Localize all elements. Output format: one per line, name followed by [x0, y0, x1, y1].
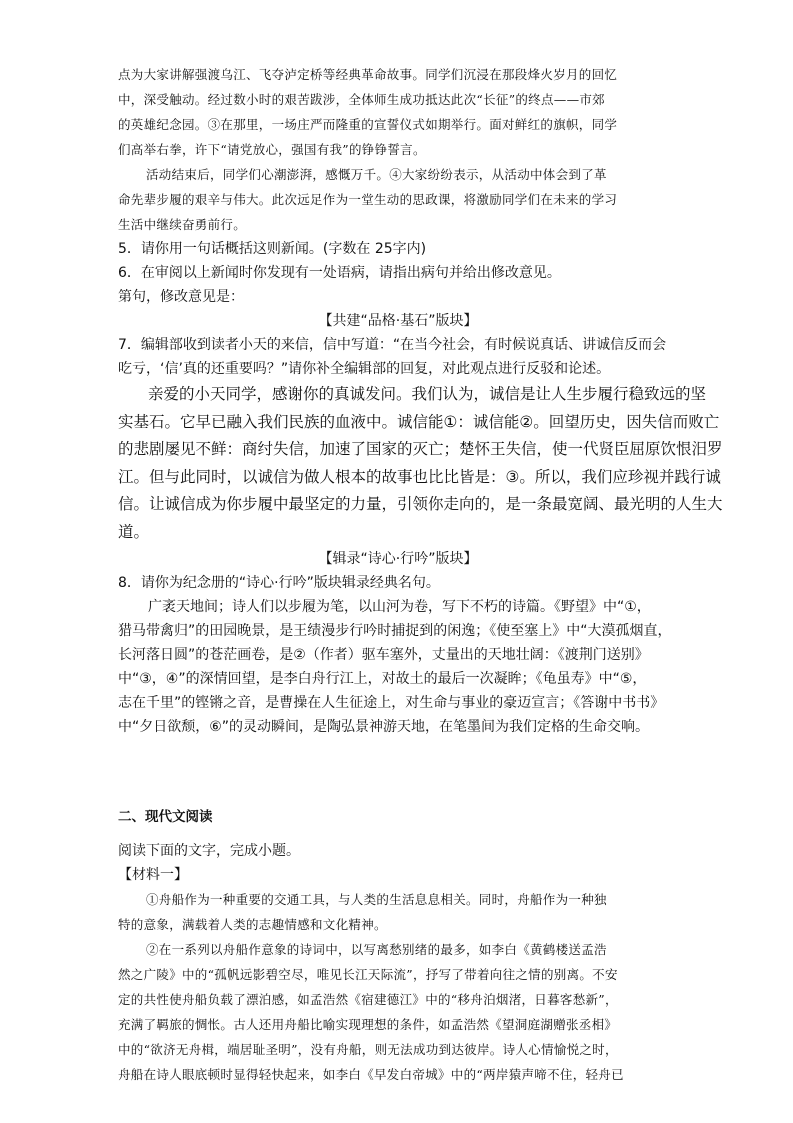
- question-8: 8．请你为纪念册的“诗心·行吟”版块辑录经典名句。: [118, 574, 440, 591]
- reading-instruction: 阅读下面的文字，完成小题。: [118, 842, 300, 859]
- poem-line: 中“夕日欲颓，⑥”的灵动瞬间，是陶弘景神游天地，在笔墨间为我们定格的生命交响。: [118, 718, 650, 735]
- material-line: ①舟船作为一种重要的交通工具，与人类的生活息息相关。同时，舟船作为一种独: [146, 891, 607, 907]
- material-line: 定的共性使舟船负载了漂泊感，如孟浩然《宿建德江》中的“移舟泊烟渚，日暮客愁新”，: [118, 991, 618, 1007]
- document-page: [118, 62, 723, 1087]
- news-line: 们高举右拳，许下“请党放心，强国有我”的铮铮誓言。: [118, 142, 426, 157]
- poem-line: 猎马带禽归”的田园晚景，是王绩漫步行吟时捕捉到的闲逸；《使至塞上》中“大漠孤烟直，: [118, 622, 672, 639]
- news-line: 点为大家讲解强渡乌江、飞夺泸定桥等经典革命故事。同学们沉浸在那段烽火岁月的回忆: [118, 67, 618, 82]
- poem-line: 广袤天地间；诗人们以步履为笔，以山河为卷，写下不朽的诗篇。《野望》中“①，: [148, 598, 651, 615]
- news-line: 中，深受触动。经过数小时的艰苦跋涉，全体师生成功抵达此次“长征”的终点——市郊: [118, 92, 605, 107]
- material-line: ②在一系列以舟船作意象的诗词中，以写离愁别绪的最多，如李白《黄鹤楼送孟浩: [146, 941, 607, 957]
- reply-line: 亲爱的小天同学，感谢你的真诚发问。我们认为，诚信是让人生步履行稳致远的坚: [148, 385, 707, 403]
- reply-line: 道。: [118, 522, 150, 541]
- reply-line: 的悲剧屡见不鲜：商纣失信，加速了国家的灭亡；楚怀王失信，使一代贤臣屈原饮恨汨罗: [118, 440, 723, 459]
- news-line: 命先辈步履的艰辛与伟大。此次远足作为一堂生动的思政课，将激励同学们在未来的学习: [118, 192, 618, 207]
- news-line: 生活中继续奋勇前行。: [118, 217, 247, 232]
- reply-line: 信。让诚信成为你步履中最坚定的力量，引领你走向的，是一条最宽阔、最光明的人生大: [118, 495, 723, 514]
- question-6-answer-line: 第句，修改意见是：: [118, 289, 244, 305]
- material-label: 【材料一】: [118, 866, 188, 883]
- material-text: [118, 887, 678, 1087]
- news-text: [118, 62, 678, 237]
- poem-line: 长河落日圆”的苍茫画卷，是②（作者）驱车塞外，丈量出的天地壮阔：《渡荆门送别》: [118, 646, 649, 663]
- section-2-title: 二、现代文阅读: [118, 808, 213, 825]
- news-line: 活动结束后，同学们心潮澎湃，感慨万千。④大家纷纷表示，从活动中体会到了革: [146, 167, 607, 182]
- question-7-line: 吃亏，‘信’真的还重要吗？”请你补全编辑部的回复，对此观点进行反驳和论述。: [118, 361, 611, 377]
- section-heading-poetry: 【辑录“诗心·行吟”版块】: [318, 550, 478, 567]
- material-line: 特的意象，满载着人类的志趣情感和文化精神。: [118, 916, 387, 932]
- news-line: 的英雄纪念园。③在那里，一场庄严而隆重的宣誓仪式如期举行。面对鲜红的旗帜，同学: [118, 117, 618, 132]
- material-line: 然之广陵》中的“孤帆远影碧空尽，唯见长江天际流”，抒写了带着向往之情的别离。不安: [118, 966, 618, 982]
- material-line: 中的“欲济无舟楫，端居耻圣明”，没有舟船，则无法成功到达彼岸。诗人心情愉悦之时，: [118, 1041, 618, 1057]
- reply-line: 实基石。它早已融入我们民族的血液中。诚信能①：诚信能②。回望历史，因失信而败亡: [118, 412, 720, 431]
- question-6: 6．在审阅以上新闻时你发现有一处语病，请指出病句并给出修改意见。: [118, 265, 561, 281]
- question-5: 5．请你用一句话概括这则新闻。(字数在 25字内): [118, 241, 427, 257]
- question-7-line: 7．编辑部收到读者小天的来信，信中写道：“在当今社会，有时候说真话、讲诚信反而会: [118, 337, 667, 353]
- poem-line: 志在千里”的铿锵之音，是曹操在人生征途上，对生命与事业的豪迈宣言；《答谢中书书》: [118, 694, 665, 711]
- material-line: 充满了羁旅的惆怅。古人还用舟船比喻实现理想的条件，如孟浩然《望洞庭湖赠张丞相》: [118, 1016, 618, 1032]
- reply-line: 江。但与此同时，以诚信为做人根本的故事也比比皆是：③。所以，我们应珍视并践行诚: [118, 467, 721, 486]
- section-heading-integrity: 【共建“品格·基石”版块】: [318, 313, 478, 329]
- poem-line: 中“③，④”的深情回望，是李白舟行江上，对故土的最后一次凝眸；《龟虽寿》中“⑤，: [118, 670, 647, 687]
- poem-paragraph: [118, 595, 678, 739]
- reply-letter: [118, 381, 723, 547]
- spacer: [118, 739, 678, 805]
- material-line: 舟船在诗人眼底顿时显得轻快起来，如李白《早发白帝城》中的“两岸猿声啼不住，轻舟已: [118, 1066, 624, 1082]
